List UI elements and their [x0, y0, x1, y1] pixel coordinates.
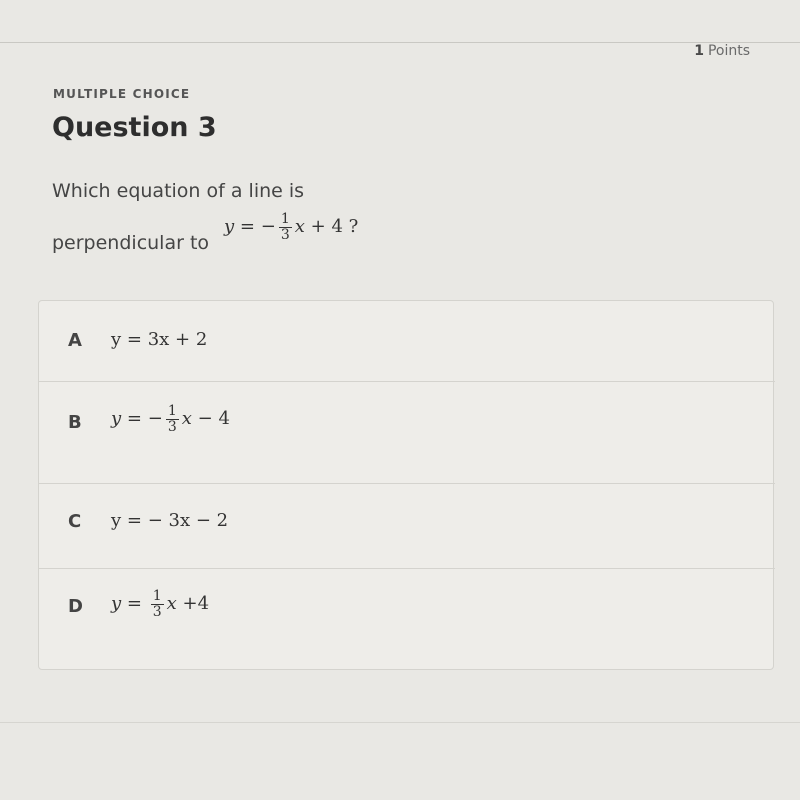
question-prompt-line2: perpendicular to — [52, 232, 210, 254]
eq-fraction — [166, 404, 179, 434]
eq-rest: +4 — [182, 593, 210, 615]
top-divider — [0, 42, 800, 43]
answer-option-c[interactable] — [39, 484, 775, 568]
eq-lhs: y — [111, 408, 122, 430]
eq-sign: − — [147, 408, 163, 430]
answer-option-a[interactable] — [39, 301, 775, 381]
option-equation: y = 3x + 2 — [111, 329, 208, 350]
points-label: Points — [707, 43, 750, 59]
eq-numerator: 1 — [152, 588, 162, 604]
eq-equals: = — [126, 593, 142, 615]
answer-options-card — [38, 300, 774, 670]
option-letter: D — [68, 596, 83, 617]
eq-equals: = — [126, 408, 142, 430]
points-value: 1 — [694, 43, 704, 59]
eq-sign: − — [260, 216, 276, 238]
option-letter: B — [68, 412, 82, 433]
option-letter: A — [68, 330, 82, 351]
option-equation — [111, 404, 230, 434]
eq-lhs: y — [111, 593, 122, 615]
question-title: Question 3 — [52, 112, 217, 143]
eq-var: x — [166, 593, 177, 615]
question-type-label: MULTIPLE CHOICE — [53, 87, 191, 101]
prompt-equation — [224, 212, 358, 242]
answer-option-d[interactable] — [39, 569, 775, 669]
eq-lhs: y — [224, 216, 235, 238]
answer-option-b[interactable] — [39, 382, 775, 482]
eq-fraction — [151, 589, 164, 619]
eq-denominator: 3 — [280, 226, 290, 243]
eq-numerator: 1 — [280, 211, 290, 227]
option-letter: C — [68, 511, 82, 532]
eq-fraction — [279, 212, 292, 242]
eq-denominator: 3 — [167, 418, 177, 435]
eq-var: x — [181, 408, 192, 430]
eq-denominator: 3 — [152, 603, 162, 620]
eq-equals: = — [239, 216, 255, 238]
eq-rest: + 4 ? — [310, 216, 359, 238]
bottom-divider — [0, 722, 800, 723]
points-indicator — [694, 43, 750, 59]
eq-var: x — [294, 216, 305, 238]
question-prompt-line1: Which equation of a line is — [52, 180, 305, 202]
option-equation — [111, 589, 209, 619]
option-equation: y = − 3x − 2 — [111, 510, 229, 531]
eq-numerator: 1 — [167, 403, 177, 419]
eq-rest: − 4 — [197, 408, 230, 430]
